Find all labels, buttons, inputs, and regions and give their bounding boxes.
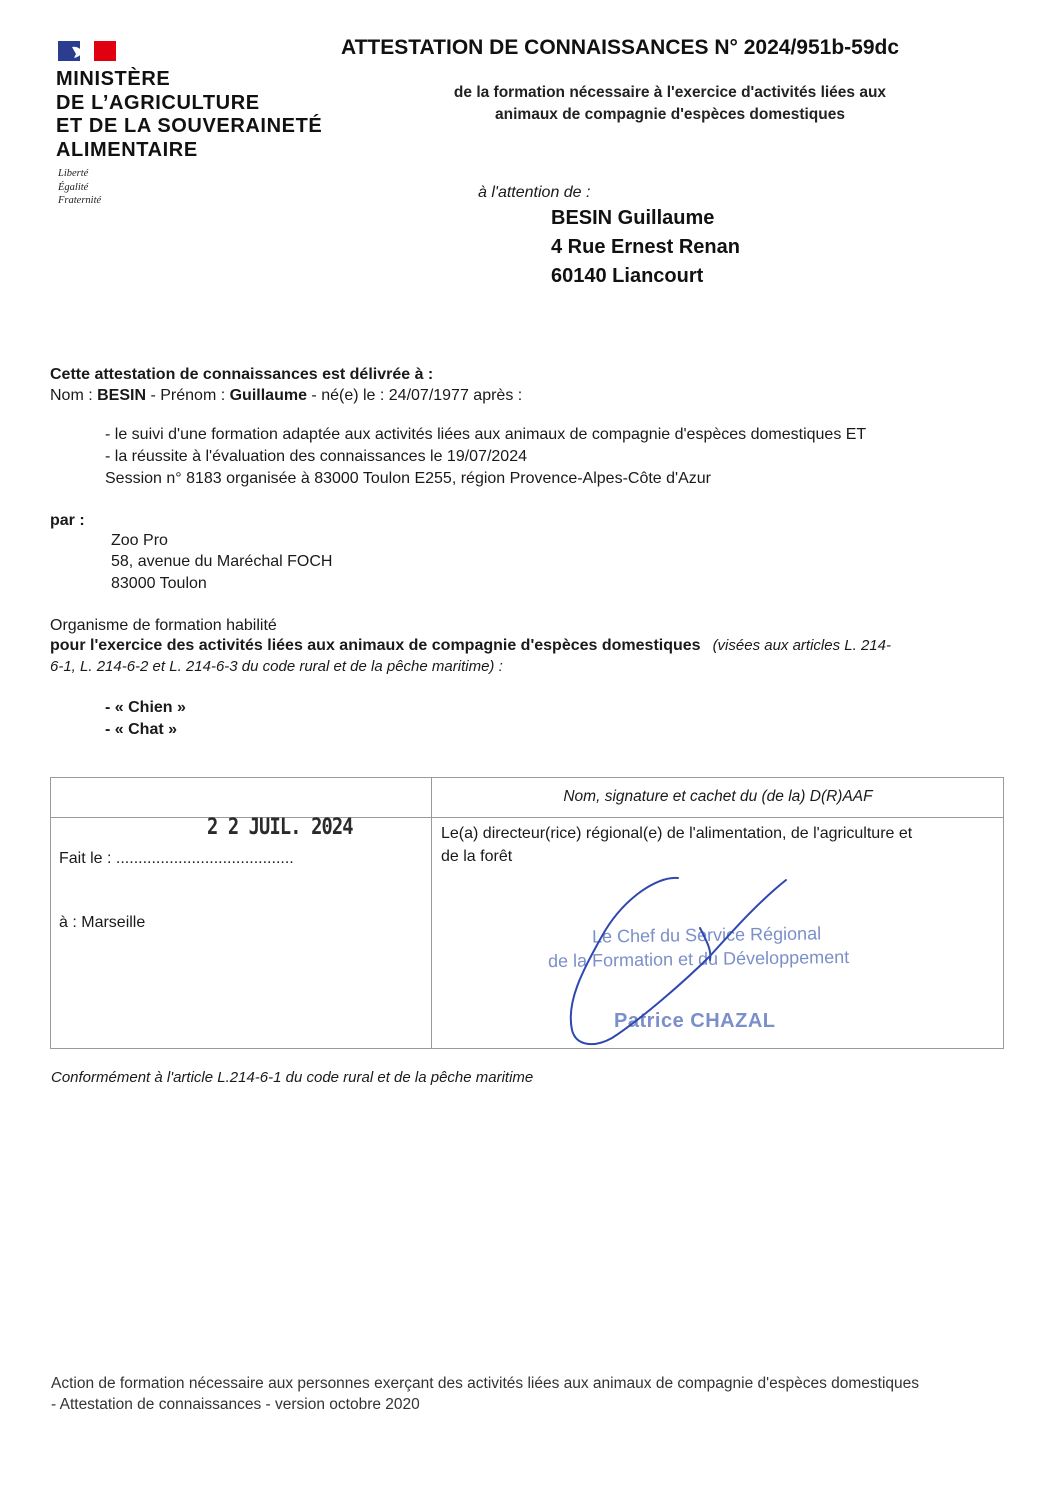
recipient-address <box>551 204 740 291</box>
habilitation-line: Organisme de formation habilité <box>50 617 277 634</box>
motto-line: Liberté <box>58 168 89 179</box>
recipient-street: 4 Rue Ernest Renan <box>551 236 740 258</box>
subtitle-line: de la formation nécessaire à l'exercice d'activités liées aux <box>453 84 887 101</box>
subtitle-line: animaux de compagnie d'espèces domestiques <box>495 106 845 123</box>
marianne-flag-logo <box>58 41 116 61</box>
table-divider-horizontal <box>50 817 1004 818</box>
director-title-line: Le(a) directeur(rice) régional(e) de l'alimentation, de l'agriculture et <box>441 825 913 842</box>
holder-birth-date: - né(e) le : 24/07/1977 après : <box>306 387 523 404</box>
signature-place: à : Marseille <box>59 914 146 931</box>
organizer-label: par : <box>50 512 85 529</box>
organizer-city: 83000 Toulon <box>111 575 207 592</box>
page-footer <box>51 1373 919 1415</box>
recipient-city: 60140 Liancourt <box>551 265 704 287</box>
holder-first-name: Guillaume <box>229 387 307 404</box>
footer-line: - Attestation de connaissances - version octobre 2020 <box>51 1396 420 1413</box>
signature-header: Nom, signature et cachet du (de la) D(R)AAF <box>563 788 873 805</box>
stamp-line: Le Chef du Service Régional <box>591 923 822 947</box>
articles-reference-cont: 6-1, L. 214-6-2 et L. 214-6-3 du code rural et de la pêche maritime) : <box>50 658 503 675</box>
organizer-street: 58, avenue du Maréchal FOCH <box>111 553 333 570</box>
attention-label: à l'attention de : <box>478 184 591 201</box>
nom-label: Nom : <box>50 387 98 404</box>
species-item-chat: - « Chat » <box>105 721 178 738</box>
delivery-item: - la réussite à l'évaluation des connaissances le 19/07/2024 <box>105 448 527 465</box>
republic-motto <box>58 167 101 208</box>
species-item-chien: - « Chien » <box>105 699 186 716</box>
fait-le-field: Fait le : ........................................ <box>59 850 294 867</box>
delivery-item: - le suivi d'une formation adaptée aux activités liées aux animaux de compagnie d'espèces domestiques ET <box>105 426 867 443</box>
ministry-line: ALIMENTAIRE <box>56 138 198 161</box>
ministry-line: ET DE LA SOUVERAINETÉ <box>56 115 323 137</box>
articles-reference: (visées aux articles L. 214- <box>712 637 891 654</box>
motto-line: Fraternité <box>58 195 102 206</box>
date-stamp: 2 2 JUIL. 2024 <box>207 815 353 840</box>
handwritten-signature <box>560 870 800 1050</box>
document-subtitle <box>380 82 960 126</box>
session-info: Session n° 8183 organisée à 83000 Toulon E255, région Provence-Alpes-Côte d'Azur <box>105 470 711 487</box>
organizer-name: Zoo Pro <box>111 532 168 549</box>
stamp-name: Patrice CHAZAL <box>614 1010 776 1032</box>
holder-last-name: BESIN <box>97 387 147 404</box>
footer-line: Action de formation nécessaire aux personnes exerçant des activités liées aux animaux de compagnie d'espèces domestiques <box>51 1375 920 1392</box>
ministry-line: MINISTÈRE <box>56 68 171 90</box>
delivery-heading: Cette attestation de connaissances est délivrée à : <box>50 366 434 383</box>
habilitation-bold-text: pour l'exercice des activités liées aux animaux de compagnie d'espèces domestiques <box>50 637 701 654</box>
conformity-note: Conformément à l'article L.214-6-1 du code rural et de la pêche maritime <box>51 1069 534 1086</box>
ministry-name <box>56 68 322 162</box>
holder-identity <box>50 385 522 406</box>
document-title: ATTESTATION DE CONNAISSANCES N° 2024/951b-59dc <box>341 36 900 59</box>
ministry-line: DE L’AGRICULTURE <box>56 91 260 114</box>
stamp-line: de la Formation et du Développement <box>547 946 850 972</box>
recipient-name: BESIN Guillaume <box>551 207 715 229</box>
habilitation-activities <box>50 635 891 656</box>
prenom-label: - Prénom : <box>146 387 230 404</box>
director-title-line: de la forêt <box>441 848 513 865</box>
motto-line: Égalité <box>58 181 89 193</box>
